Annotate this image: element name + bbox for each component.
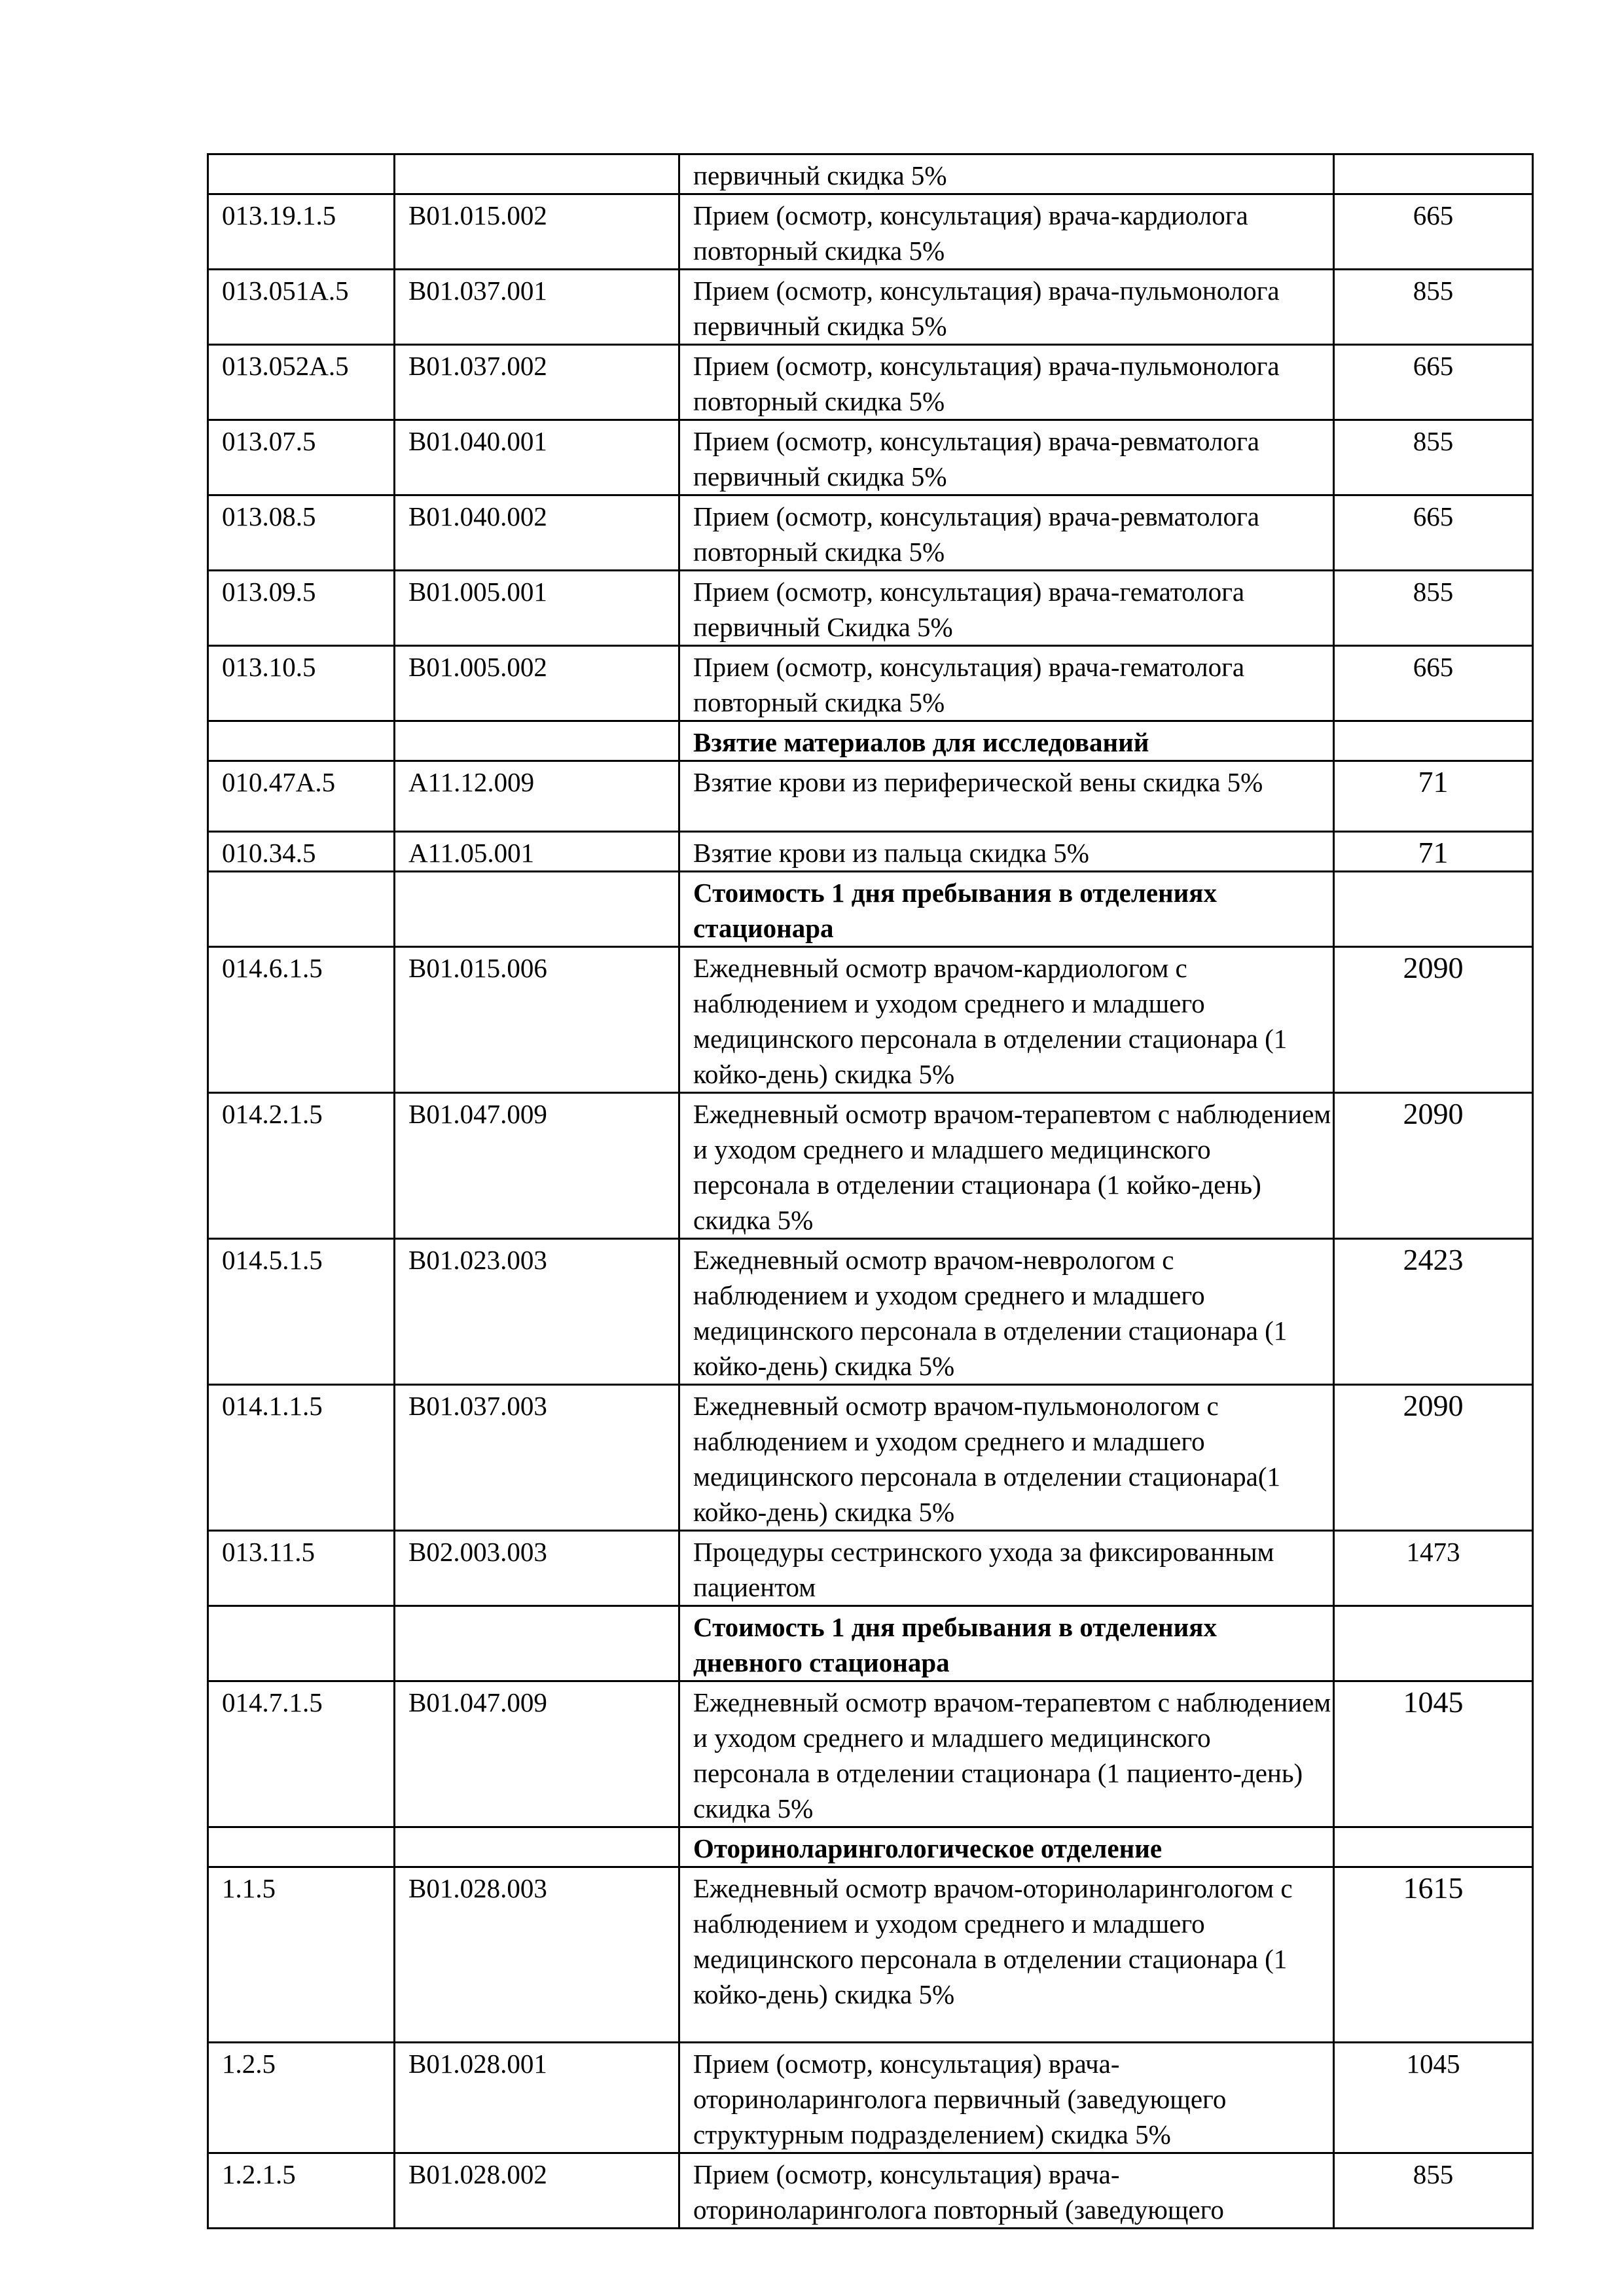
price-cell: 855 bbox=[1334, 420, 1533, 495]
tariff-code-cell: 013.051А.5 bbox=[208, 270, 395, 345]
service-code-cell: В01.028.002 bbox=[395, 2153, 679, 2229]
price-cell: 1615 bbox=[1334, 1867, 1533, 2043]
service-name-cell: Ежедневный осмотр врачом-кардиологом с наблюдением и уходом среднего и младшего медицинского персонала в отделении стационара (1 койко-день) скидка 5% bbox=[679, 947, 1334, 1093]
section-header-row bbox=[208, 1827, 1533, 1867]
service-name-cell: Ежедневный осмотр врачом-терапевтом с наблюдением и уходом среднего и младшего медицинского персонала в отделении стационара (1 койко-день) скидка 5% bbox=[679, 1093, 1334, 1239]
section-title-cell: Стоимость 1 дня пребывания в отделениях дневного стационара bbox=[679, 1606, 1334, 1681]
section-title-cell: Взятие материалов для исследований bbox=[679, 721, 1334, 761]
table-row bbox=[208, 1385, 1533, 1531]
section-title-cell: Оториноларингологическое отделение bbox=[679, 1827, 1334, 1867]
tariff-code-cell: 013.08.5 bbox=[208, 495, 395, 571]
service-code-cell: В02.003.003 bbox=[395, 1531, 679, 1606]
service-name-cell: Прием (осмотр, консультация) врача-пульмонолога повторный скидка 5% bbox=[679, 345, 1334, 420]
service-name-cell: Прием (осмотр, консультация) врача-гематолога повторный скидка 5% bbox=[679, 646, 1334, 721]
service-code-cell bbox=[395, 1606, 679, 1681]
price-table bbox=[207, 153, 1534, 2229]
tariff-code-cell: 013.10.5 bbox=[208, 646, 395, 721]
tariff-code-cell bbox=[208, 872, 395, 947]
service-name-cell: Процедуры сестринского ухода за фиксированным пациентом bbox=[679, 1531, 1334, 1606]
tariff-code-cell: 013.052А.5 bbox=[208, 345, 395, 420]
service-code-cell: А11.12.009 bbox=[395, 761, 679, 832]
service-name-cell: Взятие крови из периферической вены скидка 5% bbox=[679, 761, 1334, 832]
section-header-row bbox=[208, 872, 1533, 947]
tariff-code-cell: 013.09.5 bbox=[208, 571, 395, 646]
table-row bbox=[208, 194, 1533, 270]
service-name-cell: первичный скидка 5% bbox=[679, 154, 1334, 194]
price-cell: 2090 bbox=[1334, 947, 1533, 1093]
service-code-cell bbox=[395, 154, 679, 194]
section-header-row bbox=[208, 721, 1533, 761]
tariff-code-cell: 014.5.1.5 bbox=[208, 1239, 395, 1385]
service-code-cell: В01.005.002 bbox=[395, 646, 679, 721]
service-code-cell bbox=[395, 721, 679, 761]
service-name-cell: Ежедневный осмотр врачом-терапевтом с наблюдением и уходом среднего и младшего медицинского персонала в отделении стационара (1 пациенто-день) скидка 5% bbox=[679, 1681, 1334, 1827]
service-code-cell bbox=[395, 872, 679, 947]
price-table-body bbox=[208, 154, 1533, 2229]
table-row bbox=[208, 571, 1533, 646]
price-cell: 1473 bbox=[1334, 1531, 1533, 1606]
table-row bbox=[208, 832, 1533, 872]
service-code-cell: В01.037.001 bbox=[395, 270, 679, 345]
tariff-code-cell: 1.2.1.5 bbox=[208, 2153, 395, 2229]
service-name-cell: Прием (осмотр, консультация) врача-ревматолога первичный скидка 5% bbox=[679, 420, 1334, 495]
service-code-cell: В01.037.003 bbox=[395, 1385, 679, 1531]
tariff-code-cell: 014.7.1.5 bbox=[208, 1681, 395, 1827]
service-name-cell: Ежедневный осмотр врачом-оториноларингологом с наблюдением и уходом среднего и младшего медицинского персонала в отделении стационара (1 койко-день) скидка 5% bbox=[679, 1867, 1334, 2043]
table-row bbox=[208, 646, 1533, 721]
price-cell bbox=[1334, 1827, 1533, 1867]
price-cell: 1045 bbox=[1334, 2043, 1533, 2153]
tariff-code-cell bbox=[208, 1606, 395, 1681]
tariff-code-cell bbox=[208, 154, 395, 194]
service-code-cell: В01.023.003 bbox=[395, 1239, 679, 1385]
price-cell bbox=[1334, 721, 1533, 761]
price-cell bbox=[1334, 872, 1533, 947]
tariff-code-cell bbox=[208, 1827, 395, 1867]
price-cell: 855 bbox=[1334, 571, 1533, 646]
tariff-code-cell: 013.19.1.5 bbox=[208, 194, 395, 270]
service-code-cell: В01.015.006 bbox=[395, 947, 679, 1093]
service-name-cell: Ежедневный осмотр врачом-пульмонологом с наблюдением и уходом среднего и младшего медицинского персонала в отделении стационара(1 койко-день) скидка 5% bbox=[679, 1385, 1334, 1531]
service-name-cell: Прием (осмотр, консультация) врача-гематолога первичный Скидка 5% bbox=[679, 571, 1334, 646]
price-cell: 665 bbox=[1334, 646, 1533, 721]
table-row bbox=[208, 1867, 1533, 2043]
table-row bbox=[208, 1681, 1533, 1827]
price-cell: 2423 bbox=[1334, 1239, 1533, 1385]
service-code-cell: В01.005.001 bbox=[395, 571, 679, 646]
price-cell: 71 bbox=[1334, 832, 1533, 872]
service-code-cell: В01.028.001 bbox=[395, 2043, 679, 2153]
table-row bbox=[208, 345, 1533, 420]
price-cell: 2090 bbox=[1334, 1385, 1533, 1531]
service-name-cell: Прием (осмотр, консультация) врача-ревматолога повторный скидка 5% bbox=[679, 495, 1334, 571]
tariff-code-cell: 010.34.5 bbox=[208, 832, 395, 872]
tariff-code-cell: 013.11.5 bbox=[208, 1531, 395, 1606]
table-row bbox=[208, 154, 1533, 194]
service-code-cell: В01.047.009 bbox=[395, 1093, 679, 1239]
service-name-cell: Прием (осмотр, консультация) врача-оториноларинголога первичный (заведующего структурным подразделением) скидка 5% bbox=[679, 2043, 1334, 2153]
service-name-cell: Прием (осмотр, консультация) врача-оториноларинголога повторный (заведующего bbox=[679, 2153, 1334, 2229]
table-row bbox=[208, 420, 1533, 495]
section-header-row bbox=[208, 1606, 1533, 1681]
tariff-code-cell: 013.07.5 bbox=[208, 420, 395, 495]
table-row bbox=[208, 2153, 1533, 2229]
tariff-code-cell bbox=[208, 721, 395, 761]
table-row bbox=[208, 947, 1533, 1093]
section-title-cell: Стоимость 1 дня пребывания в отделениях стационара bbox=[679, 872, 1334, 947]
service-name-cell: Взятие крови из пальца скидка 5% bbox=[679, 832, 1334, 872]
price-cell: 71 bbox=[1334, 761, 1533, 832]
service-code-cell: В01.028.003 bbox=[395, 1867, 679, 2043]
price-cell: 665 bbox=[1334, 345, 1533, 420]
service-code-cell bbox=[395, 1827, 679, 1867]
price-cell: 665 bbox=[1334, 194, 1533, 270]
service-code-cell: В01.015.002 bbox=[395, 194, 679, 270]
service-name-cell: Ежедневный осмотр врачом-неврологом с наблюдением и уходом среднего и младшего медицинского персонала в отделении стационара (1 койко-день) скидка 5% bbox=[679, 1239, 1334, 1385]
price-cell: 855 bbox=[1334, 270, 1533, 345]
service-name-cell: Прием (осмотр, консультация) врача-кардиолога повторный скидка 5% bbox=[679, 194, 1334, 270]
service-code-cell: В01.037.002 bbox=[395, 345, 679, 420]
price-cell: 665 bbox=[1334, 495, 1533, 571]
table-row bbox=[208, 2043, 1533, 2153]
table-row bbox=[208, 1093, 1533, 1239]
price-cell bbox=[1334, 154, 1533, 194]
table-row bbox=[208, 270, 1533, 345]
tariff-code-cell: 1.2.5 bbox=[208, 2043, 395, 2153]
price-cell: 855 bbox=[1334, 2153, 1533, 2229]
service-code-cell: А11.05.001 bbox=[395, 832, 679, 872]
tariff-code-cell: 014.6.1.5 bbox=[208, 947, 395, 1093]
table-row bbox=[208, 1239, 1533, 1385]
price-cell: 1045 bbox=[1334, 1681, 1533, 1827]
table-row bbox=[208, 761, 1533, 832]
table-row bbox=[208, 1531, 1533, 1606]
service-code-cell: В01.047.009 bbox=[395, 1681, 679, 1827]
table-row bbox=[208, 495, 1533, 571]
tariff-code-cell: 1.1.5 bbox=[208, 1867, 395, 2043]
price-cell bbox=[1334, 1606, 1533, 1681]
service-name-cell: Прием (осмотр, консультация) врача-пульмонолога первичный скидка 5% bbox=[679, 270, 1334, 345]
tariff-code-cell: 014.2.1.5 bbox=[208, 1093, 395, 1239]
service-code-cell: В01.040.002 bbox=[395, 495, 679, 571]
service-code-cell: В01.040.001 bbox=[395, 420, 679, 495]
tariff-code-cell: 014.1.1.5 bbox=[208, 1385, 395, 1531]
price-cell: 2090 bbox=[1334, 1093, 1533, 1239]
tariff-code-cell: 010.47А.5 bbox=[208, 761, 395, 832]
